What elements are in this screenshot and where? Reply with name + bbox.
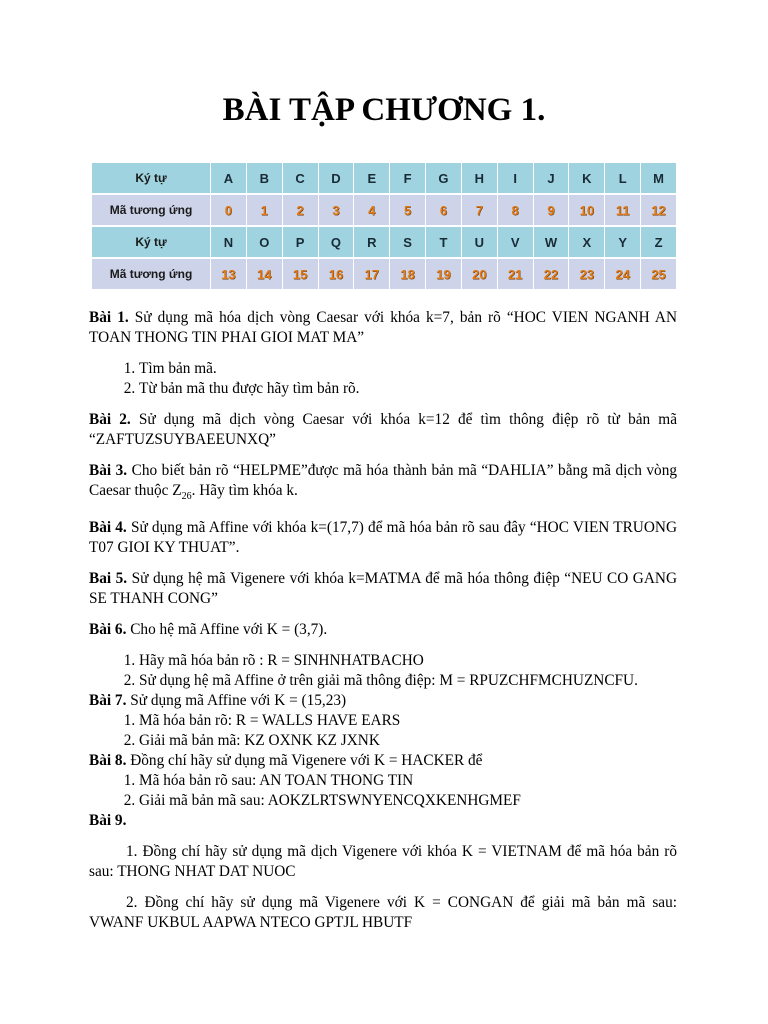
table-row-chars-1	[92, 163, 677, 195]
table-cell: W	[534, 227, 570, 259]
exercise-7	[89, 691, 677, 711]
table-cell: U	[462, 227, 498, 259]
exercise-list	[89, 308, 677, 944]
table-cell: T	[426, 227, 462, 259]
list-item: 1. Mã hóa bản rõ: R = WALLS HAVE EARS	[139, 711, 677, 731]
table-cell: 9	[534, 195, 570, 227]
exercise-8	[89, 751, 677, 771]
exercise-4	[89, 518, 677, 558]
table-cell: E	[354, 163, 390, 195]
table-cell: 10	[569, 195, 605, 227]
table-cell: 11	[605, 195, 641, 227]
exercise-label: Bài 7.	[89, 692, 127, 710]
exercise-5	[89, 569, 677, 609]
list-item: 2. Giải mã bản mã sau: AOKZLRTSWNYENCQXKENHGMEF	[139, 791, 677, 811]
table-cell: 24	[605, 259, 641, 291]
table-cell: K	[569, 163, 605, 195]
exercise-8-items	[89, 771, 677, 811]
exercise-text: Cho hệ mã Affine với K = (3,7).	[126, 621, 328, 639]
table-cell: 13	[211, 259, 247, 291]
table-cell: L	[605, 163, 641, 195]
table-cell: 20	[462, 259, 498, 291]
subscript: 26	[181, 491, 192, 503]
exercise-2	[89, 410, 677, 450]
table-header-code: Mã tương ứng	[92, 259, 211, 291]
exercise-label: Bài 4.	[89, 519, 127, 537]
exercise-1-items	[89, 359, 677, 399]
table-cell: X	[569, 227, 605, 259]
table-cell: 16	[319, 259, 355, 291]
exercise-text: Sử dụng hệ mã Vigenere với khóa k=MATMA để mã hóa thông điệp “NEU CO GANG SE THANH CONG”	[89, 570, 677, 608]
table-cell: V	[498, 227, 534, 259]
table-cell: C	[283, 163, 319, 195]
table-cell: G	[426, 163, 462, 195]
exercise-text: Cho biết bản rõ “HELPME”được mã hóa thành bản mã “DAHLIA” bằng mã dịch vòng Caesar thuộc Z	[89, 462, 677, 499]
table-cell: 19	[426, 259, 462, 291]
table-header-char: Ký tự	[92, 227, 211, 259]
table-cell: 4	[354, 195, 390, 227]
table-cell: B	[247, 163, 283, 195]
exercise-6-items	[89, 651, 677, 691]
table-cell: 0	[211, 195, 247, 227]
exercise-7-items	[89, 711, 677, 751]
exercise-label: Bài 9.	[89, 812, 127, 830]
table-cell: S	[390, 227, 426, 259]
table-cell: N	[211, 227, 247, 259]
table-cell: Y	[605, 227, 641, 259]
table-cell: 14	[247, 259, 283, 291]
exercise-text: Đồng chí hãy sử dụng mã Vigenere với K = HACKER để	[126, 752, 483, 770]
list-item: 1. Mã hóa bản rõ sau: AN TOAN THONG TIN	[139, 771, 677, 791]
exercise-9-item-2: 2. Đồng chí hãy sử dụng mã Vigenere với K = CONGAN để giải mã bản mã sau: VWANF UKBUL AAPWA NTECO GPTJL HBUTF	[89, 894, 677, 932]
table-cell: F	[390, 163, 426, 195]
exercise-text: Sử dụng mã hóa dịch vòng Caesar với khóa k=7, bản rõ “HOC VIEN NGANH AN TOAN THONG TIN PHAI GIOI MAT MA”	[89, 309, 677, 346]
exercise-9	[89, 811, 677, 831]
exercise-text: Sử dụng mã dịch vòng Caesar với khóa k=12 để tìm thông điệp rõ từ bản mã “ZAFTUZSUYBAEEUNXQ”	[89, 411, 677, 448]
list-item: 2. Giải mã bản mã: KZ OXNK KZ JXNK	[139, 731, 677, 751]
table-cell: Q	[319, 227, 355, 259]
table-cell: O	[247, 227, 283, 259]
table-cell: 15	[283, 259, 319, 291]
table-cell: M	[641, 163, 677, 195]
exercise-label: Bài 2.	[89, 411, 131, 428]
exercise-6	[89, 620, 677, 640]
exercise-label: Bài 3.	[89, 462, 128, 479]
list-item: 2. Từ bản mã thu được hãy tìm bản rõ.	[139, 379, 677, 399]
table-cell: I	[498, 163, 534, 195]
table-cell: 18	[390, 259, 426, 291]
table-cell: 1	[247, 195, 283, 227]
table-row-codes-1	[92, 195, 677, 227]
exercise-label: Bai 5.	[89, 570, 128, 588]
table-cell: A	[211, 163, 247, 195]
table-cell: 2	[283, 195, 319, 227]
table-cell: J	[534, 163, 570, 195]
page-title: BÀI TẬP CHƯƠNG 1.	[222, 92, 546, 128]
table-cell: 17	[354, 259, 390, 291]
table-cell: 8	[498, 195, 534, 227]
table-cell: 3	[319, 195, 355, 227]
exercise-label: Bài 8.	[89, 752, 127, 770]
table-cell: R	[354, 227, 390, 259]
exercise-9-item-1: 1. Đồng chí hãy sử dụng mã dịch Vigenere với khóa K = VIETNAM để mã hóa bản rõ sau: THONG NHAT DAT NUOC	[89, 843, 677, 881]
table-cell: 21	[498, 259, 534, 291]
table-cell: 23	[569, 259, 605, 291]
list-item: 1. Tìm bản mã.	[139, 359, 677, 379]
table-cell: 7	[462, 195, 498, 227]
table-cell: H	[462, 163, 498, 195]
table-cell: 6	[426, 195, 462, 227]
exercise-3	[89, 461, 677, 507]
table-cell: 25	[641, 259, 677, 291]
table-cell: Z	[641, 227, 677, 259]
exercise-1	[89, 308, 677, 348]
exercise-label: Bài 6.	[89, 621, 127, 639]
exercise-text: Sử dụng mã Affine với khóa k=(17,7) để mã hóa bản rõ sau đây “HOC VIEN TRUONG T07 GIOI KY THUAT”.	[89, 519, 677, 557]
table-row-chars-2	[92, 227, 677, 259]
letter-code-table	[92, 163, 677, 291]
exercise-text: Sử dụng mã Affine với K = (15,23)	[126, 692, 347, 710]
list-item: 2. Sử dụng hệ mã Affine ở trên giải mã thông điệp: M = RPUZCHFMCHUZNCFU.	[139, 671, 677, 691]
table-cell: P	[283, 227, 319, 259]
table-cell: 12	[641, 195, 677, 227]
table-row-codes-2	[92, 259, 677, 291]
table-header-code: Mã tương ứng	[92, 195, 211, 227]
table-header-char: Ký tự	[92, 163, 211, 195]
exercise-text: . Hãy tìm khóa k.	[191, 482, 298, 499]
list-item: 1. Hãy mã hóa bản rõ : R = SINHNHATBACHO	[139, 651, 677, 671]
table-cell: 5	[390, 195, 426, 227]
exercise-label: Bài 1.	[89, 309, 129, 326]
table-cell: D	[319, 163, 355, 195]
table-cell: 22	[534, 259, 570, 291]
